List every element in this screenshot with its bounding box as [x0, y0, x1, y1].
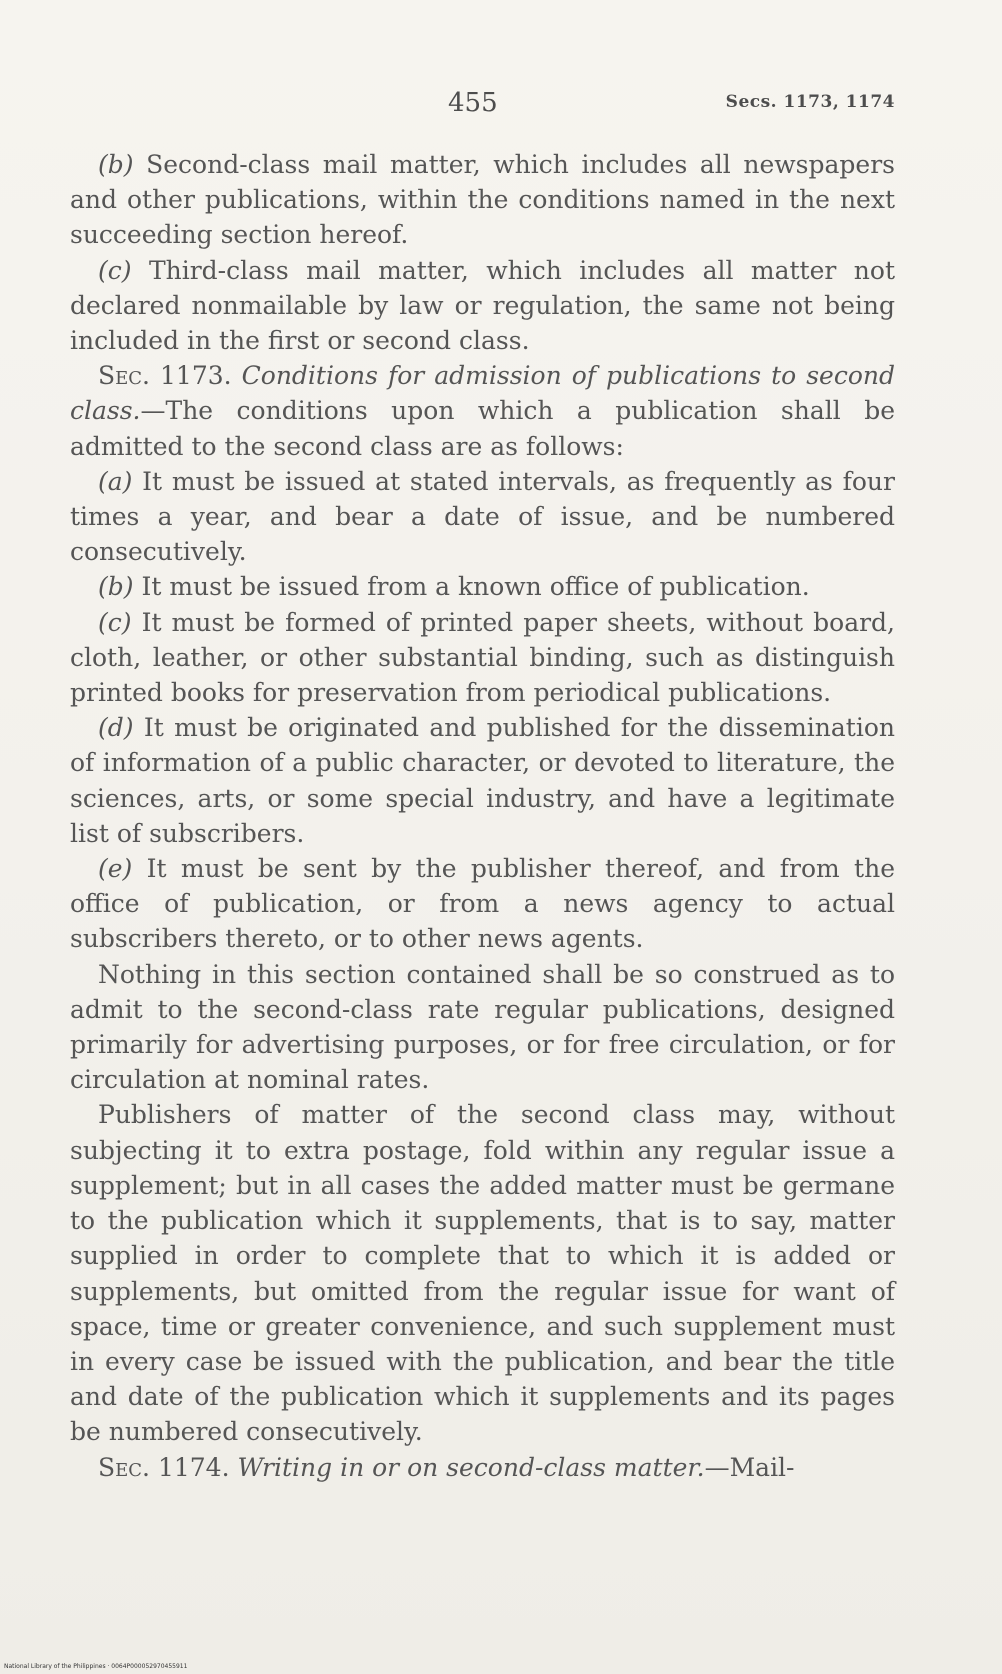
page-number: 455 [448, 88, 498, 118]
condition-a [70, 464, 895, 570]
section-number: 1173. [150, 361, 242, 391]
paragraph-text: It must be issued at stated intervals, as frequently as four times a year, and bear a date of issue, and be numbered consecutively. [70, 466, 895, 567]
item-label: (e) [98, 854, 133, 884]
section-title: Writing in or on second-class matter. [237, 1452, 705, 1482]
paragraph-text: It must be originated and published for the dissemination of information of a public character, or devoted to literature, the sciences, arts, or some special industry, and have a legitimate list of subscribers. [70, 713, 895, 848]
paragraph-nothing-construed [70, 957, 895, 1098]
paragraph-text: —Mail- [704, 1452, 795, 1482]
section-reference: Secs. 1173, 1174 [725, 92, 895, 112]
section-abbrev: Sec. [98, 1452, 150, 1482]
paragraph-text: —The conditions upon which a publication shall be admitted to the second class are as follows: [70, 396, 895, 461]
condition-c [70, 605, 895, 711]
paragraph-publishers-supplement [70, 1097, 895, 1449]
paragraph-text: Nothing in this section contained shall be so construed as to admit to the second-class rate regular publications, designed primarily for advertising purposes, or for free circulation, or for circulation at nominal rates. [70, 959, 895, 1095]
library-watermark: National Library of the Philippines · 0064P000052970455911 [4, 1663, 188, 1670]
item-label: (d) [98, 713, 134, 743]
paragraph-text: Third-class mail matter, which includes all matter not declared nonmailable by law or regulation, the same not being included in the first or second class. [70, 255, 895, 356]
item-label: (c) [98, 255, 132, 285]
item-label: (b) [98, 150, 134, 179]
section-1174 [70, 1450, 895, 1485]
section-1173 [70, 358, 895, 464]
paragraph-b-second-class [70, 147, 895, 253]
item-label: (c) [98, 607, 132, 637]
condition-d [70, 710, 895, 851]
paragraph-text: Publishers of matter of the second class may, without subjecting it to extra postage, fold within any regular issue a supplement; but in all cases the added matter must be germane to the publication which it supplements, that is to say, matter supplied in order to complete that to which it is added or supplements, but omitted from the regular issue for want of space, time or greater convenience, and such supplement must in every case be issued with the publication, and bear the title and date of the publication which it supplements and its pages be numbered consecutively. [70, 1100, 895, 1447]
paragraph-text: It must be sent by the publisher thereof, and from the office of publication, or from a news agency to actual subscribers thereto, or to other news agents. [70, 854, 895, 954]
condition-b [70, 569, 895, 604]
item-label: (b) [98, 572, 134, 602]
paragraph-text: Second-class mail matter, which includes all newspapers and other publications, within the conditions named in the next succeeding section hereof. [70, 150, 895, 250]
section-number: 1174. [150, 1452, 238, 1482]
item-label: (a) [98, 466, 133, 496]
condition-e [70, 851, 895, 957]
section-title: Conditions for admission of publications to second class. [70, 361, 896, 426]
paragraph-text: It must be issued from a known office of publication. [133, 572, 810, 602]
section-abbrev: Sec. [98, 361, 150, 391]
paragraph-c-third-class [70, 253, 895, 359]
paragraph-text: It must be formed of printed paper sheets, without board, cloth, leather, or other substantial binding, such as distinguish printed books for preservation from periodical publications. [70, 607, 895, 708]
page-body [70, 147, 895, 1485]
page-header [70, 88, 895, 128]
